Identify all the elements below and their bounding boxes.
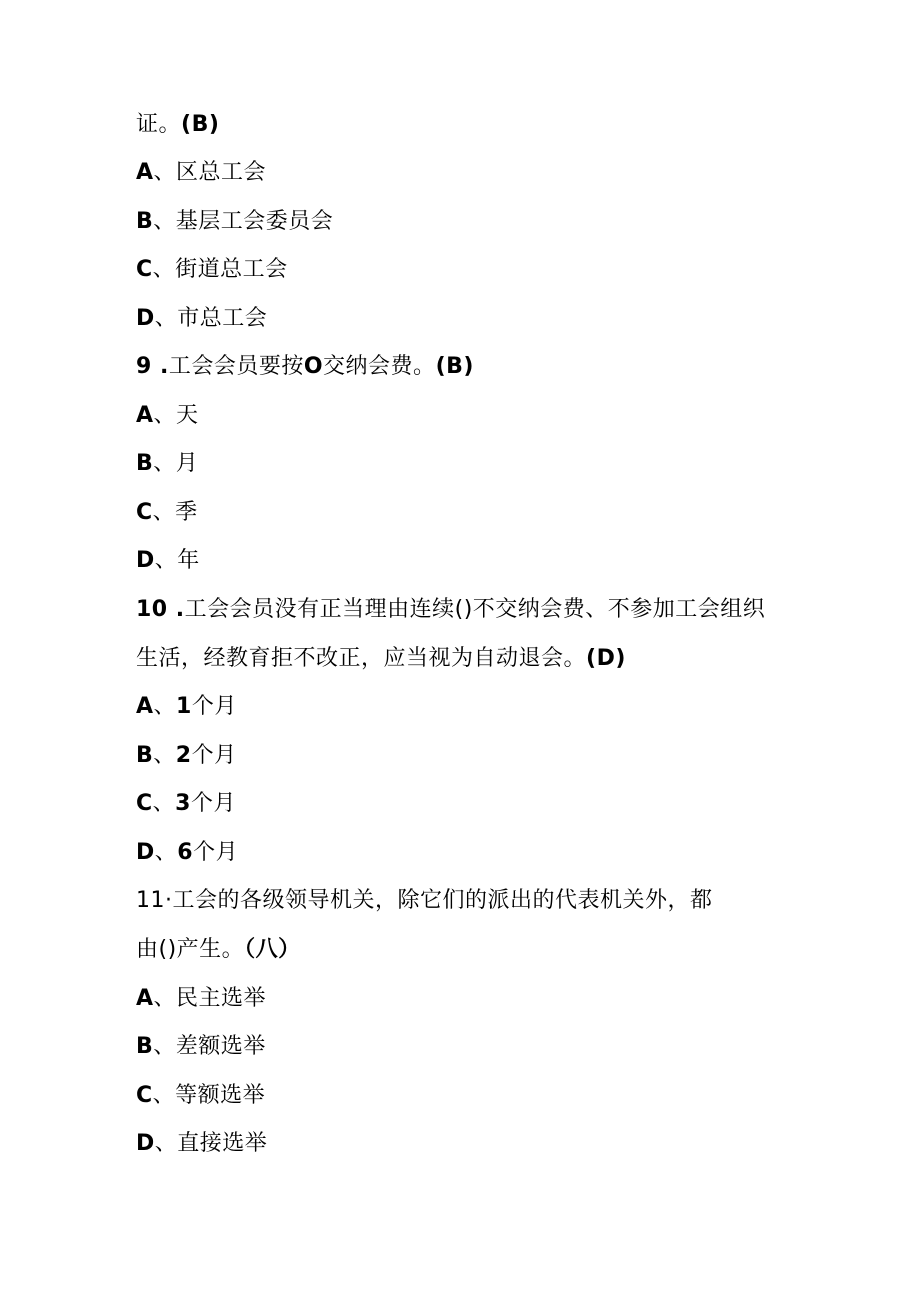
option-text: 、街道总工会 [152,257,288,282]
option-letter: A [136,986,154,1011]
question-blank: O [303,354,324,379]
option-d [136,1128,267,1160]
option-text: 、月 [153,451,199,476]
option-b [136,740,237,772]
answer-key: （八） [244,937,301,962]
question-text: 工会会员要按 [168,354,304,379]
option-text: 、区总工会 [153,160,267,185]
option-letter: B [136,1034,154,1059]
option-text: 、市总工会 [154,306,268,331]
option-letter: C [136,791,153,816]
option-text: 、天 [153,403,199,428]
answer-key: (B) [435,354,474,379]
option-letter: A [136,160,154,185]
option-d [136,303,267,335]
option-text: 、差额选举 [153,1034,266,1059]
option-letter: A [136,694,154,719]
option-number: 3 [175,791,191,816]
question-text: 工会会员没有正当理由连续()不交纳会费、不参加工会组织 [184,597,766,622]
option-b [136,206,333,238]
option-letter: C [136,1083,153,1108]
option-text: 个月 [193,840,239,865]
option-text: 、 [152,791,176,816]
option-letter: D [136,1131,155,1156]
option-a [136,983,266,1015]
option-b [136,448,198,480]
option-letter: D [136,548,155,573]
question-text: 生活，经教育拒不改正，应当视为自动退会。 [136,646,587,671]
option-text: 、 [153,694,177,719]
option-number: 6 [177,840,194,865]
question-number: 10 . [136,597,185,622]
option-c [136,254,288,286]
option-text: 个月 [191,743,237,768]
option-text: 、直接选举 [154,1131,268,1156]
option-text: 个月 [190,791,236,816]
question-10 [136,594,765,626]
question-11 [136,885,713,917]
option-text: 个月 [191,694,237,719]
option-number: 1 [176,694,192,719]
option-number: 2 [175,743,192,768]
question-9 [136,351,474,383]
question-number: 9 . [136,354,169,379]
question-10-continuation [136,643,626,675]
option-a [136,400,199,432]
option-text: 、 [154,840,178,865]
option-letter: D [136,306,155,331]
question-8-continuation [136,109,219,141]
line-text: 证。 [136,112,182,137]
option-letter: D [136,840,155,865]
question-text: 11·工会的各级领导机关，除它们的派出的代表机关外，都 [136,888,713,913]
option-d [136,837,238,869]
question-text: 由()产生。 [136,937,245,962]
answer-key: (B) [181,112,220,137]
option-letter: A [136,403,154,428]
option-letter: B [136,743,154,768]
answer-key: (D) [586,646,626,671]
option-text: 、季 [152,500,198,525]
option-letter: B [136,451,154,476]
option-a [136,157,266,189]
option-c [136,497,198,529]
option-a [136,691,237,723]
option-text: 、年 [154,548,200,573]
option-letter: C [136,257,153,282]
option-text: 、 [153,743,176,768]
option-letter: B [136,209,154,234]
option-text: 、民主选举 [153,986,267,1011]
option-c [136,1080,265,1112]
option-text: 、等额选举 [152,1083,266,1108]
question-text: 交纳会费。 [323,354,436,379]
option-letter: C [136,500,153,525]
option-d [136,545,200,577]
question-11-continuation [136,934,301,966]
option-b [136,1031,266,1063]
option-text: 、基层工会委员会 [153,209,334,234]
option-c [136,788,236,820]
